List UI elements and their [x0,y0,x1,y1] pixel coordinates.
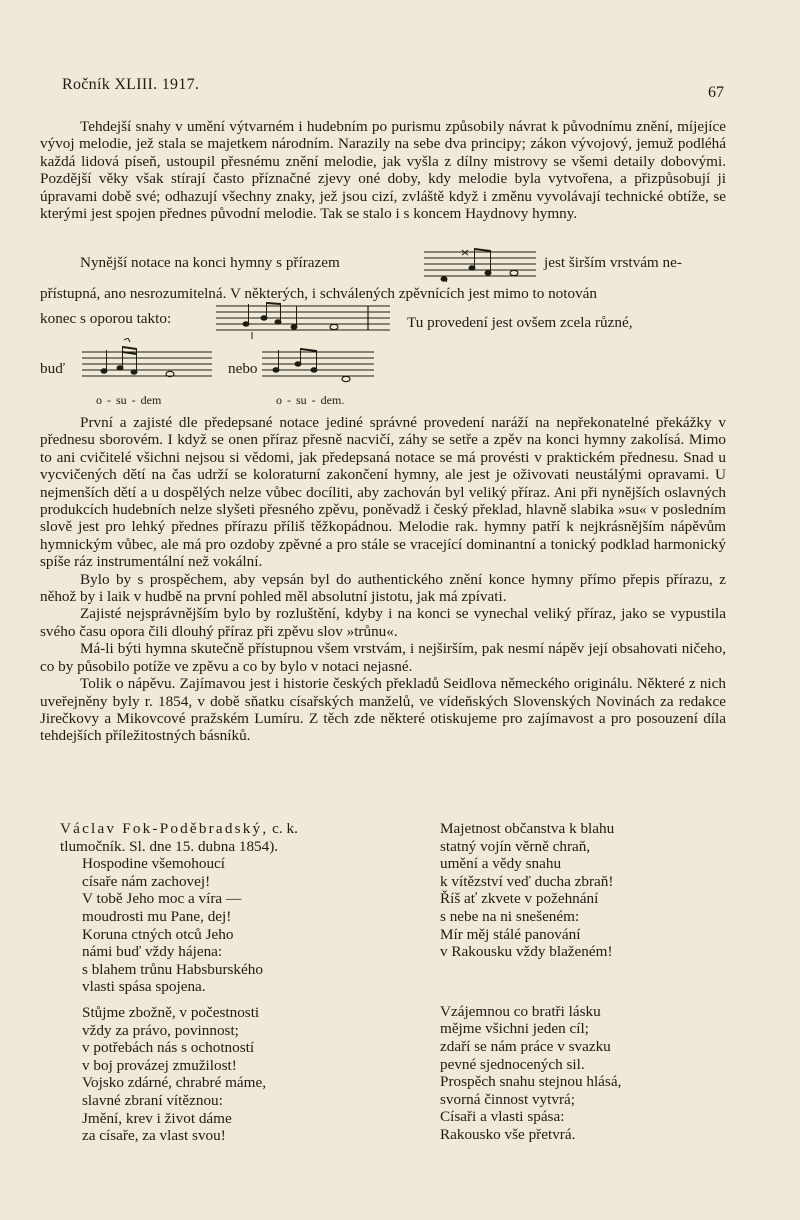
music-staff-2 [216,300,390,340]
paragraphs-body [40,414,726,745]
verse-line: Prospěch snahu stejnou hlásá, [440,1073,622,1091]
verse-line: Vojsko zdárné, chrabré máme, [82,1074,267,1092]
verse-line: V tobě Jeho moc a víra — [82,890,242,908]
verse-line: pevné sjednocených sil. [440,1055,585,1073]
music-text-4a: buď [40,360,66,377]
verse-line: Stůjme zbožně, v počestnosti [82,1003,260,1021]
verse-line: svorná činnost vytvrá; [440,1090,575,1108]
verse-line: Majetnost občanstva k blahu [440,820,615,837]
poem-left [60,820,298,1145]
syllables-1: o - su - dem [96,393,162,407]
verse-line: k vítězství veď ducha zbraň! [440,872,614,890]
music-staff-1 [424,246,536,282]
verse-line: s nebe na ni snešeném: [440,907,580,925]
verse-line: Jmění, krev i život dáme [82,1109,232,1127]
poem-author: Václav Fok-Poděbradský, [60,820,269,837]
music-text-1a: Nynější notace na konci hymny s přírazem [80,254,340,271]
running-header: Ročník XLIII. 1917. [62,76,200,93]
poem-author-line-2: tlumočník. Sl. dne 15. dubna 1854). [60,837,279,855]
verse-line: mějme všichni jeden cíl; [440,1020,589,1038]
verse-line: Mír měj stálé panování [440,925,581,943]
verse-line: moudrosti mu Pane, dej! [82,907,232,925]
music-staff-3 [82,338,212,384]
verse-line: v potřebách nás s ochotností [82,1039,255,1057]
paragraph: Zajisté nejsprávnějším bylo by rozluštění, kdyby i na konci se vynechal veliký příraz, jako se vypustila svého času opora čili dlouhý příraz při zpěvu slov »trůnu«. [40,605,726,640]
music-text-3a: konec s oporou takto: [40,310,172,327]
paragraph: Tehdejší snahy v umění výtvarném i hudebním po purismu způsobily návrat k původnímu znění, míjejíce vývoj melodie, jež stala se majetkem národním. Narazily na sebe dva principy; zákon vývojový, jemuž podléhá každá lidová píseň, ustoupil přesnému znění melodie, jak vyšla z dílny mistrovy se všemi detaily dobovými. Pozdější věky však stírají často příznačné zjevy oné doby, kdy melodie byla vytvořena, a přizpůsobují ji úpravami době své; odhazují všechny znaky, jež jsou cizí, zvláště když i změnu vyvolávají technické obtíže, se kterými jest spojen přednes původní melodie. Tak se stalo i s koncem Haydnovy hymny. [40,118,726,223]
verse-line: slavné zbraní vítěznou: [82,1091,223,1109]
paragraph-intro [40,118,726,222]
music-text-2: přístupná, ano nesrozumitelná. V některých, i schválených zpěvnících jest mimo to notován [40,285,598,302]
verse-line: Říš ať zkvete v požehnání [440,890,599,908]
verse-line: císaře nám zachovej! [82,872,211,890]
verse-line: Koruna ctných otců Jeho [82,925,234,943]
music-text-1b: jest širším vrstvám ne- [544,254,682,271]
page-number: 67 [708,84,724,101]
verse-line: vlasti spása spojena. [82,978,206,996]
paragraph: Bylo by s prospěchem, aby vepsán byl do authentického znění konce hymny přímo přepis přírazu, z něhož by i laik v hudbě na první pohled měl absolutní jistotu, jak má zpívati. [40,570,726,606]
syllables-2: o - su - dem. [276,393,345,407]
poem-right [440,820,621,1144]
verse-line: Hospodine všemohoucí [82,855,225,873]
verse-line: za císaře, za vlast svou! [82,1127,226,1145]
verse-line: zdaří se nám práce v svazku [440,1037,611,1055]
verse-line: umění a vědy snahu [440,855,562,873]
music-staff-4 [262,346,374,384]
music-text-3b: Tu provedení jest ovšem zcela různé, [407,314,633,331]
verse-line: v boj provázej zmužilost! [82,1056,237,1074]
music-text-4b: nebo [228,360,258,377]
verse-line: statný vojín věrně chraň, [440,837,591,855]
verse-line: Vzájemnou co bratři lásku [440,1002,601,1020]
paragraph: První a zajisté dle předepsané notace jediné správné provedení naráží na nepřekonatelné překážky v přednesu sborovém. I když se onen příraz přesně nacvičí, záhy se setře a zpěv na konci hymny zakolísá. Mimo to ani cvičitelé všichni nejsou si vědomi, jak předepsaná notace se má provésti v praktickém přednesu. Snad u vycvičených dětí na čas udrží se koloraturní zakončení hymny, ale jest je oživovati neustálými opravami. U nejmenších dětí a u dospělých nelze vůbec docíliti, aby zachován byl veliký příraz. Ani při nynějších oslavných produkcích hudebních nelze slyšeti přesného zpěvu, poněvadž i český překlad, hlavně slabika »su« v posledním slově jest pro lehký přednes přírazu příliš těžkopádnou. Melodie rak. hymny patří k nejkrásnějším nápěvům hymnickým vůbec, ale má pro ozdoby zpěvné a pro stále se vracející dominantní a tonický podklad harmonický spíše ráz instrumentální než vokální. [40,414,726,571]
paragraph: Tolik o nápěvu. Zajímavou jest i historie českých překladů Seidlova německého originálu. Některé z nich uveřejněny byly r. 1854, v době sňatku císařských manželů, ve vídeňských Slovenských Novinách za redakce Jirečkovy a Mikovcové pražském Lumíru. Z těch zde některé otiskujeme pro zajímavost a pro posouzení díla tehdejších příležitostných básníků. [40,675,726,745]
verse-line: s blahem trůnu Habsburského [82,960,263,978]
verse-line: v Rakousku vždy blaženém! [440,943,613,961]
verse-line: Rakousko vše přetvrá. [440,1125,576,1143]
verse-line: námi buď vždy hájena: [82,943,223,961]
paragraph: Má-li býti hymna skutečně přístupnou všem vrstvám, i nejširším, pak nesmí nápěv její obsahovati ničeho, co by působilo potíže ve zpěvu a co by bylo v notaci nejasné. [40,640,726,675]
poem-author-line: Václav Fok-Poděbradský, c. k. [60,820,298,837]
verse-line: vždy za právo, povinnost; [82,1021,239,1039]
verse-line: Císaři a vlasti spása: [440,1108,565,1126]
